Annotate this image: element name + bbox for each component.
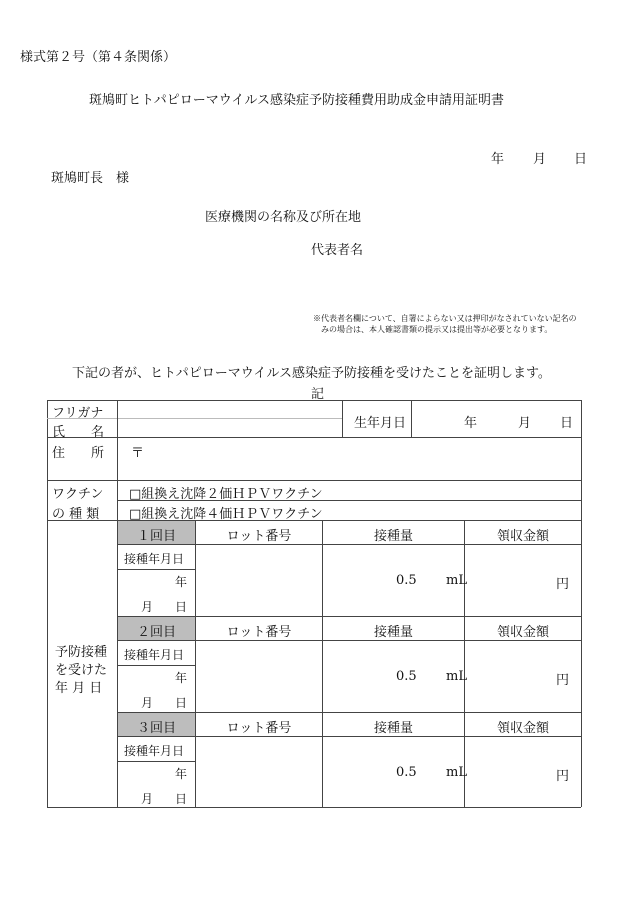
vaccine-label-2: の 種 類 <box>52 507 100 522</box>
round-3-label: ３回目 <box>136 721 176 736</box>
round-3-fee-field[interactable] <box>465 737 550 807</box>
round-2-dose-header: 接種量 <box>373 625 413 640</box>
round-1-dose-unit: mL <box>446 573 467 588</box>
round-1-dose-header: 接種量 <box>373 529 413 544</box>
address-label: 住 所 <box>52 446 105 461</box>
birth-year: 年 <box>464 416 478 431</box>
issue-year: 年 <box>491 152 505 167</box>
round-2-yen: 円 <box>556 673 570 688</box>
round-3-date-label: 接種年月日 <box>124 744 185 758</box>
vaccine-option-quadrivalent[interactable]: □組換え沈降４価ＨＰＶワクチン <box>129 507 323 522</box>
round-3-dose-unit: mL <box>446 765 467 780</box>
round-1-dose-value: 0.5 <box>396 573 417 588</box>
round-3-year: 年 <box>175 767 188 781</box>
vaccine-label-1: ワクチン <box>52 487 104 502</box>
round-3-dose-header: 接種量 <box>373 721 413 736</box>
round-2-label: ２回目 <box>136 625 176 640</box>
statement: 下記の者が、ヒトパピローマウイルス感染症予防接種を受けたことを証明します。 <box>72 366 551 381</box>
round-1-lot-field[interactable] <box>196 545 322 616</box>
round-1-month: 月 <box>141 600 154 614</box>
vaccine-option-bivalent[interactable]: □組換え沈降２価ＨＰＶワクチン <box>129 487 323 502</box>
round-1-fee-header: 領収金額 <box>496 529 549 544</box>
birth-day: 日 <box>560 416 574 431</box>
round-1-label: １回目 <box>136 529 176 544</box>
round-2-day: 日 <box>175 696 188 710</box>
round-2-fee-field[interactable] <box>465 641 550 712</box>
round-1-day: 日 <box>175 600 188 614</box>
round-2-lot-field[interactable] <box>196 641 322 712</box>
vaccination-label-1: 予防接種 <box>55 645 108 660</box>
round-2-month: 月 <box>141 696 154 710</box>
round-2-dose-value: 0.5 <box>396 669 417 684</box>
round-2-lot-header: ロット番号 <box>226 625 292 640</box>
form-number: 様式第２号（第４条関係） <box>20 50 177 65</box>
issue-month: 月 <box>533 152 547 167</box>
furigana-label: フリガナ <box>52 406 104 421</box>
round-2-dose-unit: mL <box>446 669 467 684</box>
round-1-year: 年 <box>175 575 188 589</box>
round-3-month: 月 <box>141 792 154 806</box>
name-label: 氏 名 <box>52 425 105 440</box>
round-3-lot-field[interactable] <box>196 737 322 807</box>
round-3-fee-header: 領収金額 <box>496 721 549 736</box>
issue-day: 日 <box>574 152 588 167</box>
furigana-field[interactable] <box>118 403 341 417</box>
round-3-day: 日 <box>175 792 188 806</box>
vaccination-label-3: 年 月 日 <box>55 681 103 696</box>
postal-mark: 〒 <box>131 446 145 461</box>
round-1-lot-header: ロット番号 <box>226 529 292 544</box>
note-line-2: みの場合は、本人確認書類の提示又は提出等が必要となります。 <box>321 325 553 334</box>
ki-mark: 記 <box>311 387 325 402</box>
birthdate-label: 生年月日 <box>354 416 407 431</box>
addressee: 斑鳩町長 様 <box>51 171 130 186</box>
round-3-dose-value: 0.5 <box>396 765 417 780</box>
note-line-1: ※代表者名欄について、自署によらない又は押印がなされていない記名の <box>313 314 577 323</box>
round-2-date-label: 接種年月日 <box>124 648 185 662</box>
document-title: 斑鳩町ヒトパピローマウイルス感染症予防接種費用助成金申請用証明書 <box>89 93 504 108</box>
institution-label: 医療機関の名称及び所在地 <box>205 210 362 225</box>
round-1-fee-field[interactable] <box>465 545 550 616</box>
round-2-year: 年 <box>175 671 188 685</box>
round-3-lot-header: ロット番号 <box>226 721 292 736</box>
vaccination-label-2: を受けた <box>55 663 108 678</box>
round-1-yen: 円 <box>556 577 570 592</box>
round-1-date-label: 接種年月日 <box>124 552 185 566</box>
name-field[interactable] <box>118 420 341 436</box>
representative-label: 代表者名 <box>311 243 364 258</box>
round-3-yen: 円 <box>556 769 570 784</box>
round-2-fee-header: 領収金額 <box>496 625 549 640</box>
birth-month: 月 <box>518 416 532 431</box>
